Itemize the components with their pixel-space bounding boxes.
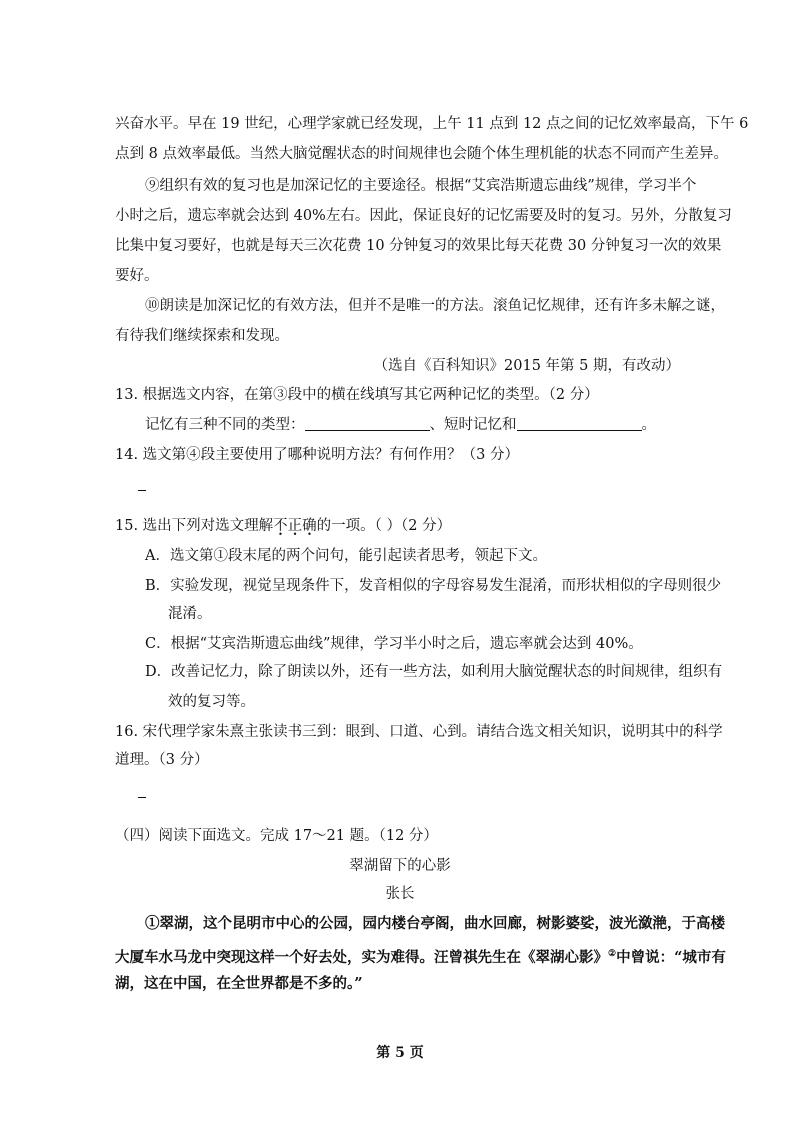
para9-line3: 比集中复习要好，也就是每天三次花费 10 分钟复习的效果比每天花费 30 分钟复习一次的效果 xyxy=(115,238,722,254)
para9-line2: 小时之后，遗忘率就会达到 40%左右。因此，保证良好的记忆需要及时的复习。另外，分散复习 xyxy=(115,208,732,224)
answer-dash xyxy=(138,490,146,491)
question-16-line1: 16. 宋代理学家朱熹主张读书三到：眼到、口道、心到。请结合选文相关知识，说明其中的科学 xyxy=(115,724,723,740)
option-d-line1: D．改善记忆力，除了朗读以外，还有一些方法，如利用大脑觉醒状态的时间规律，组织有 xyxy=(145,664,723,680)
option-b-line2: 混淆。 xyxy=(168,606,212,622)
question-13-fill xyxy=(145,415,656,435)
essay-author: 张长 xyxy=(385,886,415,902)
fill-prefix: 记忆有三种不同的类型： xyxy=(145,417,305,433)
question-14: 14. 选文第④段主要使用了哪种说明方法？有何作用？（3 分） xyxy=(115,447,520,463)
footnote-marker: ② xyxy=(608,949,617,959)
fill-end: 。 xyxy=(641,417,656,433)
source-citation: （选自《百科知识》2015 年第 5 期，有改动） xyxy=(373,358,680,374)
emphasis-char: 确 xyxy=(302,518,317,534)
section-4-heading: （四）阅读下面选文。完成 17～21 题。（12 分） xyxy=(115,828,438,844)
option-c: C．根据“艾宾浩斯遗忘曲线”规律，学习半小时之后，遗忘率就会达到 40%。 xyxy=(145,636,643,652)
emphasis-char: 正 xyxy=(287,518,303,534)
essay-line2 xyxy=(115,944,726,968)
emphasis-char: 不 xyxy=(273,518,288,534)
q15-stem-b: 的一项。（ ）（2 分） xyxy=(316,518,452,534)
answer-blank-1[interactable] xyxy=(305,416,430,431)
essay-line1: ①翠湖，这个昆明市中心的公园，园内楼台亭阁，曲水回廊，树影婆娑，波光潋滟，于高楼 xyxy=(145,915,725,932)
question-13: 13. 根据选文内容，在第③段中的横在线填写其它两种记忆的类型。（2 分） xyxy=(115,387,599,403)
para9-line4: 要好。 xyxy=(115,268,159,284)
para10-line1: ⑩朗读是加深记忆的有效方法，但并不是唯一的方法。滚鱼记忆规律，还有许多未解之谜， xyxy=(145,298,725,314)
fill-middle: 、短时记忆和 xyxy=(429,417,517,433)
question-15 xyxy=(115,516,451,536)
essay-title: 翠湖留下的心影 xyxy=(349,858,451,874)
answer-dash xyxy=(138,797,146,798)
para8-line2: 点到 8 点效率最低。当然大脑觉醒状态的时间规律也会随个体生理机能的状态不同而产生差异。 xyxy=(115,146,728,162)
para9-line1: ⑨组织有效的复习也是加深记忆的主要途径。根据“艾宾浩斯遗忘曲线”规律，学习半个 xyxy=(145,178,697,194)
option-a: A．选文第①段末尾的两个问句，能引起读者思考，领起下文。 xyxy=(145,548,547,564)
option-d-line2: 效的复习等。 xyxy=(168,694,255,710)
essay-line2-a: 大厦车水马龙中突现这样一个好去处，实为难得。汪曾祺先生在《翠湖心影》 xyxy=(115,948,608,966)
essay-line3: 湖，这在中国，在全世界都是不多的。” xyxy=(115,975,363,992)
q15-stem-a: 15. 选出下列对选文理解 xyxy=(115,518,274,534)
para8-line1: 兴奋水平。早在 19 世纪，心理学家就已经发现，上午 11 点到 12 点之间的记忆效率最高，下午 6 xyxy=(115,116,749,132)
essay-line2-b: 中曾说：“城市有 xyxy=(616,948,726,966)
para10-line2: 有待我们继续探索和发现。 xyxy=(115,328,289,344)
question-16-line2: 道理。（3 分） xyxy=(115,752,209,768)
option-b-line1: B．实验发现，视觉呈现条件下，发音相似的字母容易发生混淆，而形状相似的字母则很少 xyxy=(145,578,722,594)
page-number: 第 5 页 xyxy=(376,1045,424,1061)
answer-blank-2[interactable] xyxy=(517,416,642,431)
